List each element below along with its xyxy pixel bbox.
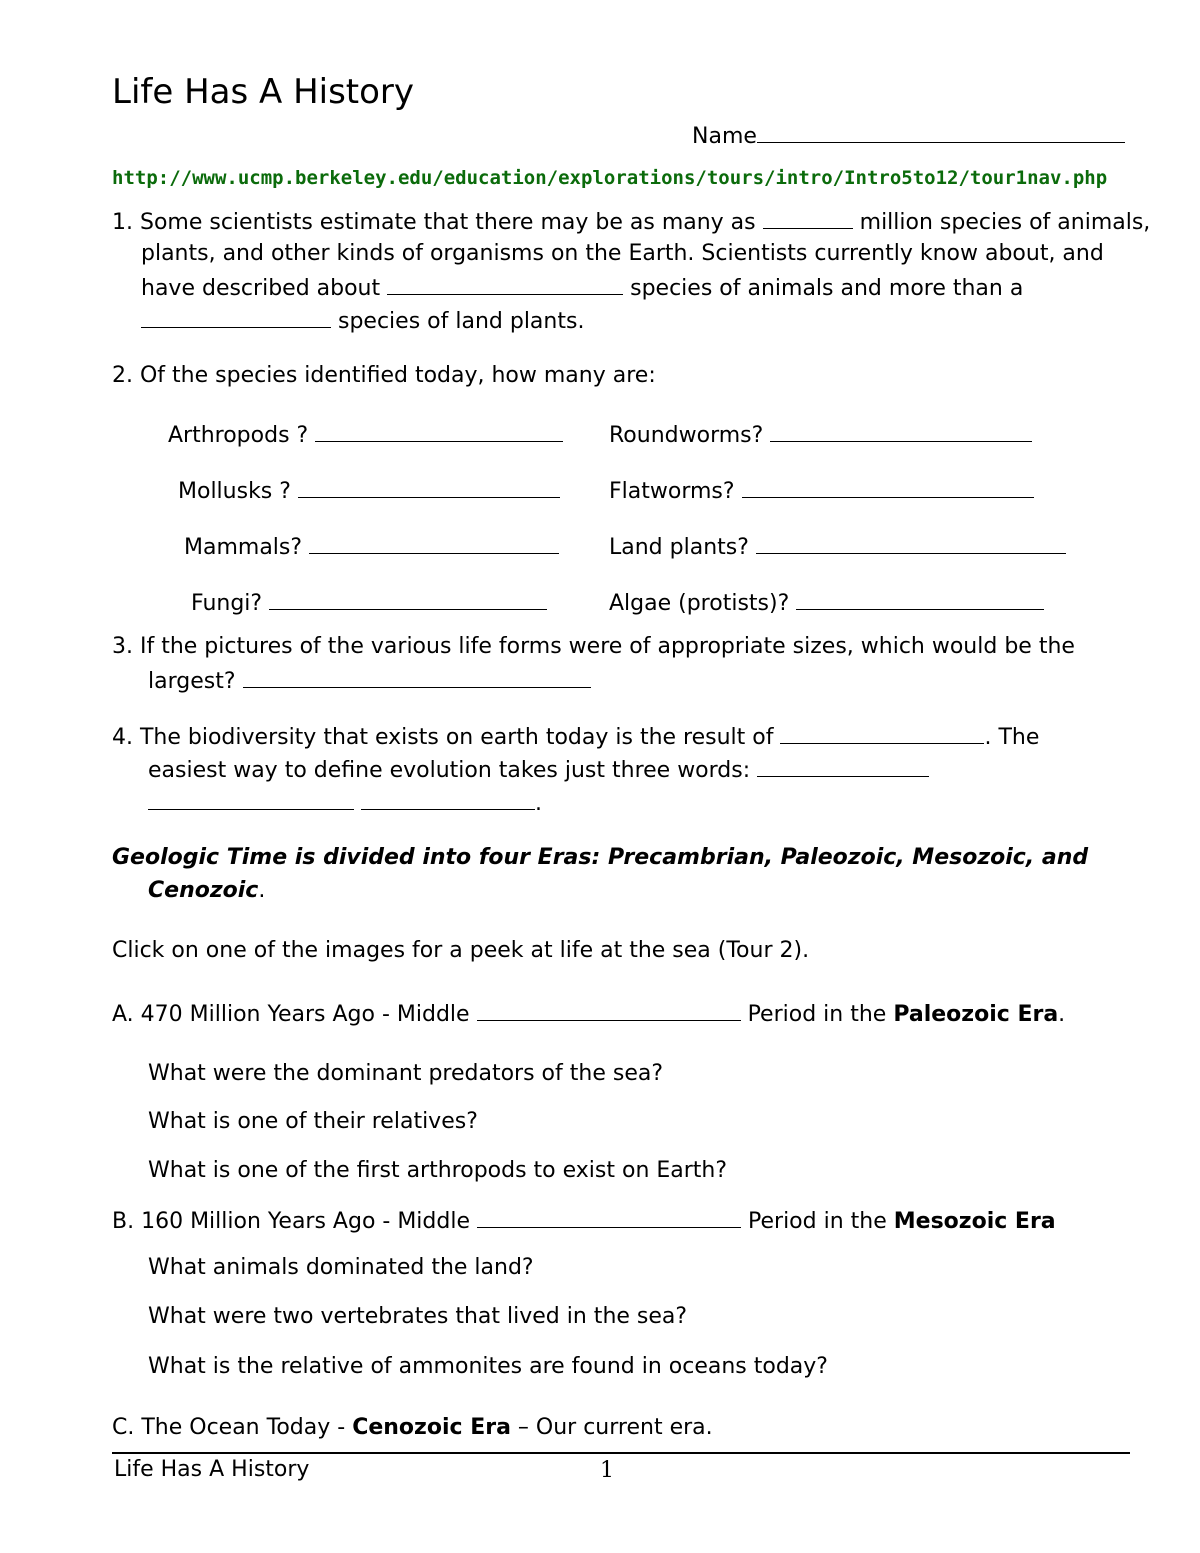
click-instruction: Click on one of the images for a peek at life at the sea (Tour 2). xyxy=(112,938,810,963)
tour-link[interactable]: http://www.ucmp.berkeley.edu/education/explorations/tours/intro/Intro5to12/tour1nav.php xyxy=(112,167,1108,189)
page-title: Life Has A History xyxy=(112,72,415,112)
q1-text-d: species of animals and more than a xyxy=(630,276,1024,301)
eras-line1: Geologic Time is divided into four Eras: Precambrian, Paleozoic, Mesozoic, and xyxy=(112,845,1089,870)
q1-blank-animals[interactable] xyxy=(387,274,623,295)
q2-blank-roundworms[interactable] xyxy=(770,421,1032,442)
eras-end: . xyxy=(258,878,266,903)
eras-line2 xyxy=(148,878,265,903)
q1-line3 xyxy=(141,274,1023,301)
footer-title: Life Has A History xyxy=(114,1457,310,1482)
section-a-question: What were the dominant predators of the sea? xyxy=(148,1061,664,1086)
q4-text-a: 4. The biodiversity that exists on earth today is the result of xyxy=(112,725,774,750)
q2-blank-mammals[interactable] xyxy=(309,533,559,554)
q4-text-end: . xyxy=(535,791,542,816)
q4-blank-word2[interactable] xyxy=(148,789,354,810)
section-a-question: What is one of their relatives? xyxy=(148,1109,478,1134)
q1-line2: plants, and other kinds of organisms on the Earth. Scientists currently know about, and xyxy=(141,241,1104,266)
name-label: Name xyxy=(692,124,757,149)
section-b-era: Mesozoic Era xyxy=(893,1209,1056,1234)
section-b-blank-period[interactable] xyxy=(477,1207,741,1228)
page-number: 1 xyxy=(600,1458,614,1483)
q2-label-flatworms: Flatworms? xyxy=(609,479,735,504)
section-a-prefix: A. 470 Million Years Ago - Middle xyxy=(112,1002,470,1027)
q2-flatworms xyxy=(609,477,1034,504)
q2-mammals xyxy=(184,533,559,560)
section-a-blank-period[interactable] xyxy=(477,1000,741,1021)
q1-blank-million[interactable] xyxy=(763,208,853,229)
q2-land-plants xyxy=(609,533,1066,560)
q2-label-roundworms: Roundworms? xyxy=(609,423,764,448)
q4-text-c: easiest way to define evolution takes just three words: xyxy=(148,758,751,783)
section-a-era: Paleozoic Era xyxy=(893,1002,1059,1027)
section-c-suffix: – Our current era. xyxy=(517,1415,713,1440)
q3-line2 xyxy=(148,667,591,694)
q4-line1 xyxy=(112,723,1039,750)
q2-mollusks xyxy=(178,477,560,504)
section-a-suffix: Period in the xyxy=(747,1002,887,1027)
q4-line3 xyxy=(148,789,542,816)
section-b-question: What animals dominated the land? xyxy=(148,1255,534,1280)
q2-blank-arthropods[interactable] xyxy=(315,421,563,442)
footer-divider xyxy=(112,1452,1130,1454)
q2-label-land-plants: Land plants? xyxy=(609,535,749,560)
q2-blank-algae[interactable] xyxy=(796,589,1044,610)
q1-text-c: have described about xyxy=(141,276,381,301)
q2-arthropods xyxy=(168,421,563,448)
q2-label-algae: Algae (protists)? xyxy=(609,591,790,616)
section-a-question: What is one of the first arthropods to exist on Earth? xyxy=(148,1158,728,1183)
q2-algae xyxy=(609,589,1044,616)
name-field-row xyxy=(692,122,1125,149)
q1-blank-plants[interactable] xyxy=(141,307,331,328)
q2-blank-mollusks[interactable] xyxy=(298,477,560,498)
q4-text-b: . The xyxy=(984,725,1040,750)
q1-text-b: million species of animals, xyxy=(859,210,1151,235)
section-b-prefix: B. 160 Million Years Ago - Middle xyxy=(112,1209,470,1234)
q2-blank-land-plants[interactable] xyxy=(756,533,1066,554)
q2-label-arthropods: Arthropods ? xyxy=(168,423,309,448)
q2-blank-fungi[interactable] xyxy=(269,589,547,610)
q3-blank-largest[interactable] xyxy=(243,667,591,688)
q1-line4 xyxy=(141,307,584,334)
q2-prompt: 2. Of the species identified today, how many are: xyxy=(112,363,656,388)
q1-text-a: 1. Some scientists estimate that there may be as many as xyxy=(112,210,756,235)
q3-text: largest? xyxy=(148,669,236,694)
q4-line2 xyxy=(148,756,929,783)
q2-label-fungi: Fungi? xyxy=(191,591,263,616)
section-b-suffix: Period in the xyxy=(748,1209,887,1234)
q4-blank-word3[interactable] xyxy=(361,789,535,810)
q2-label-mammals: Mammals? xyxy=(184,535,303,560)
eras-cenozoic: Cenozoic xyxy=(148,878,259,903)
section-a-heading xyxy=(112,1000,1065,1027)
section-c-era: Cenozoic Era xyxy=(352,1415,511,1440)
q2-roundworms xyxy=(609,421,1032,448)
q4-blank-word1[interactable] xyxy=(757,756,929,777)
q3-line1: 3. If the pictures of the various life forms were of appropriate sizes, which would be the xyxy=(112,634,1075,659)
q1-text-e: species of land plants. xyxy=(338,309,585,334)
q2-label-mollusks: Mollusks ? xyxy=(178,479,291,504)
section-b-heading xyxy=(112,1207,1056,1234)
q2-blank-flatworms[interactable] xyxy=(742,477,1034,498)
section-b-question: What were two vertebrates that lived in the sea? xyxy=(148,1304,688,1329)
section-c-heading xyxy=(112,1415,713,1440)
q1-line1 xyxy=(112,208,1150,235)
section-c-prefix: C. The Ocean Today - xyxy=(112,1415,346,1440)
name-blank[interactable] xyxy=(757,122,1125,143)
section-a-end: . xyxy=(1058,1002,1066,1027)
section-b-question: What is the relative of ammonites are found in oceans today? xyxy=(148,1354,828,1379)
q4-blank-result[interactable] xyxy=(780,723,984,744)
q2-fungi xyxy=(191,589,547,616)
